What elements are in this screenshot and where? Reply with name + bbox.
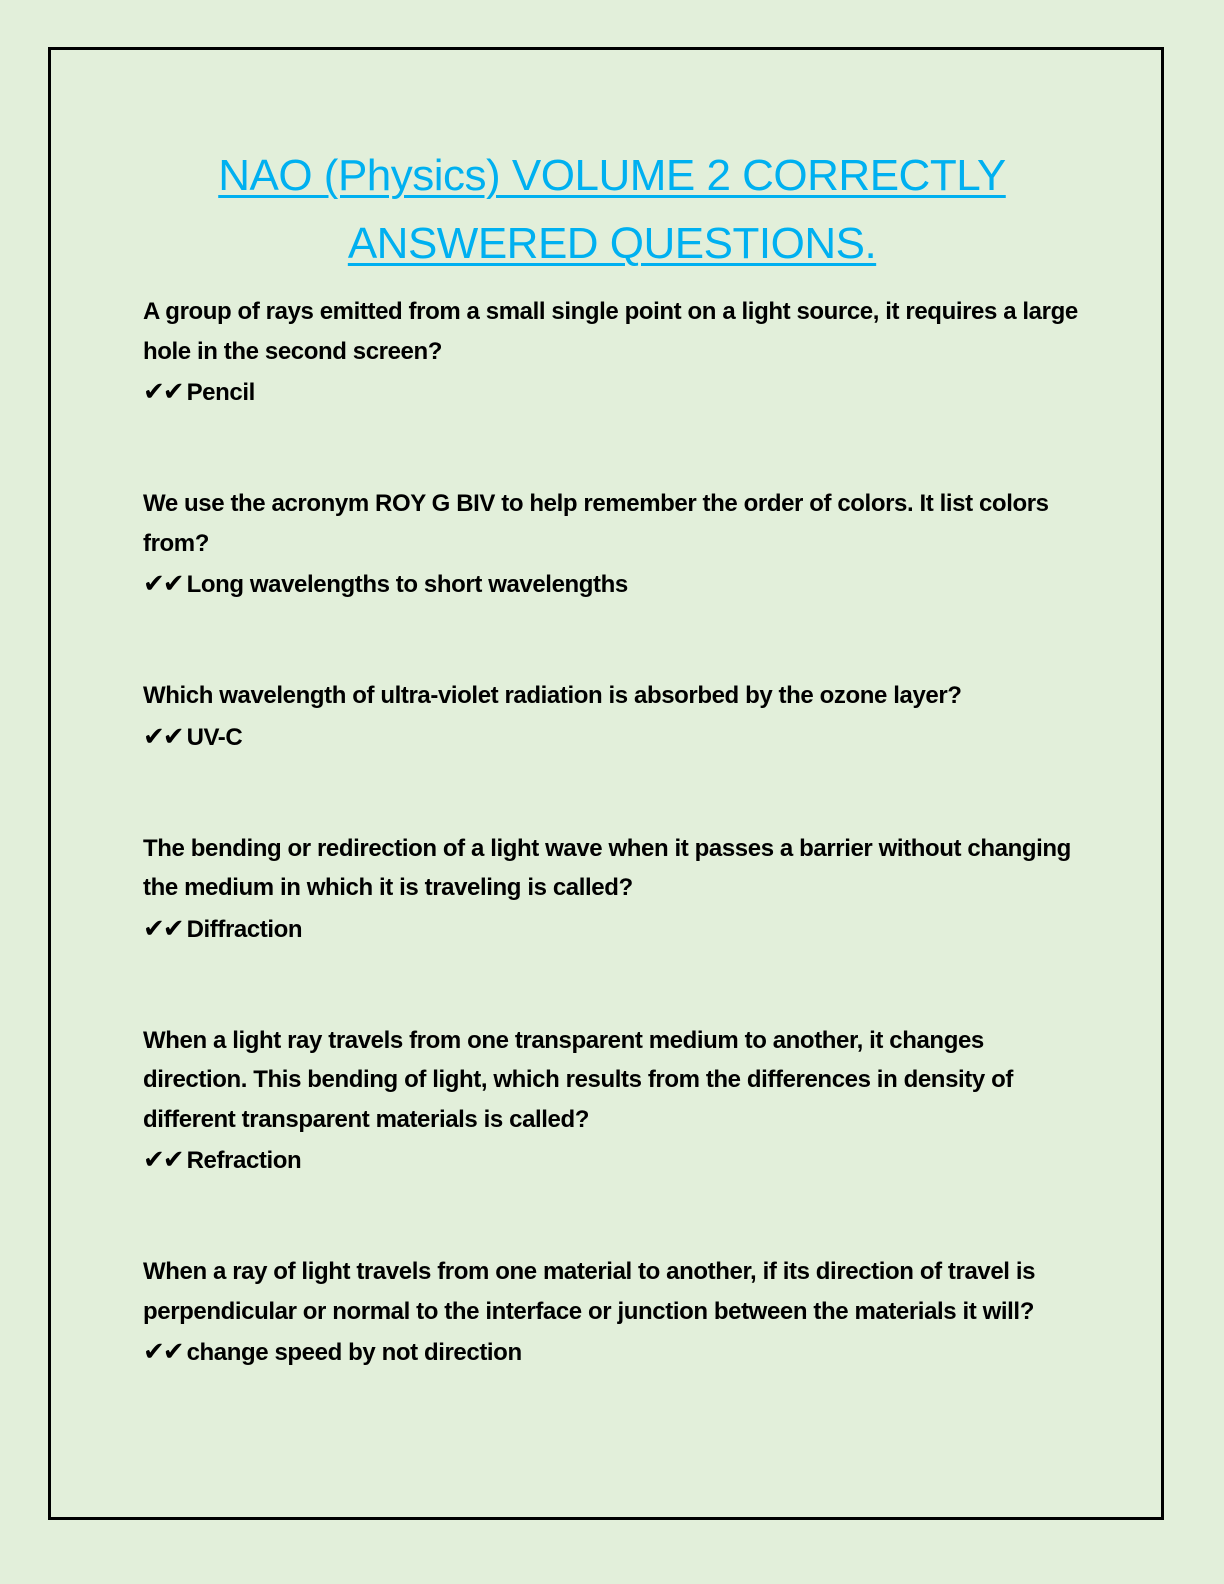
document-title-line-1: NAO (Physics) VOLUME 2 CORRECTLY <box>218 151 1006 200</box>
answer-text: UV-C <box>186 723 243 751</box>
answer-line <box>143 908 1083 951</box>
double-check-icon: ✔✔ <box>143 1145 183 1175</box>
double-check-icon: ✔✔ <box>143 569 183 599</box>
question-text: When a light ray travels from one transparent medium to another, it changes direction. This bending of light, which results from the differences in density of different transparent materials is called? <box>143 1026 1013 1133</box>
document-title-line-2: ANSWERED QUESTIONS. <box>347 219 877 268</box>
question-text: Which wavelength of ultra-violet radiation is absorbed by the ozone layer? <box>143 682 962 709</box>
answer-line <box>143 1139 1083 1182</box>
question-text: The bending or redirection of a light wave when it passes a barrier without changing the medium in which it is traveling is called? <box>143 834 1071 901</box>
answer-line <box>143 371 1083 414</box>
question-text: A group of rays emitted from a small single point on a light source, it requires a large hole in the second screen? <box>143 298 1078 365</box>
qa-item <box>143 292 1083 414</box>
answer-line <box>143 1331 1083 1374</box>
answer-line <box>143 716 1083 759</box>
double-check-icon: ✔✔ <box>143 377 183 407</box>
answer-text: Refraction <box>186 1147 302 1174</box>
qa-item <box>143 1021 1083 1183</box>
question-text: When a ray of light travels from one material to another, if its direction of travel is perpendicular or normal to the interface or junction between the materials it will? <box>143 1258 1036 1325</box>
double-check-icon: ✔✔ <box>143 913 183 944</box>
qa-item <box>143 1252 1083 1374</box>
answer-text: change speed by not direction <box>186 1339 522 1366</box>
qa-list <box>143 292 1083 1444</box>
answer-text: Diffraction <box>186 915 303 943</box>
question-text: We use the acronym ROY G BIV to help remember the order of colors. It list colors from? <box>143 490 1049 557</box>
double-check-icon: ✔✔ <box>143 1337 183 1367</box>
answer-text: Pencil <box>186 379 255 406</box>
answer-text: Long wavelengths to short wavelengths <box>186 571 628 598</box>
answer-line <box>143 563 1083 606</box>
document-title <box>0 142 1224 278</box>
qa-item <box>143 676 1083 759</box>
qa-item <box>143 829 1083 951</box>
qa-item <box>143 484 1083 606</box>
double-check-icon: ✔✔ <box>143 721 183 752</box>
